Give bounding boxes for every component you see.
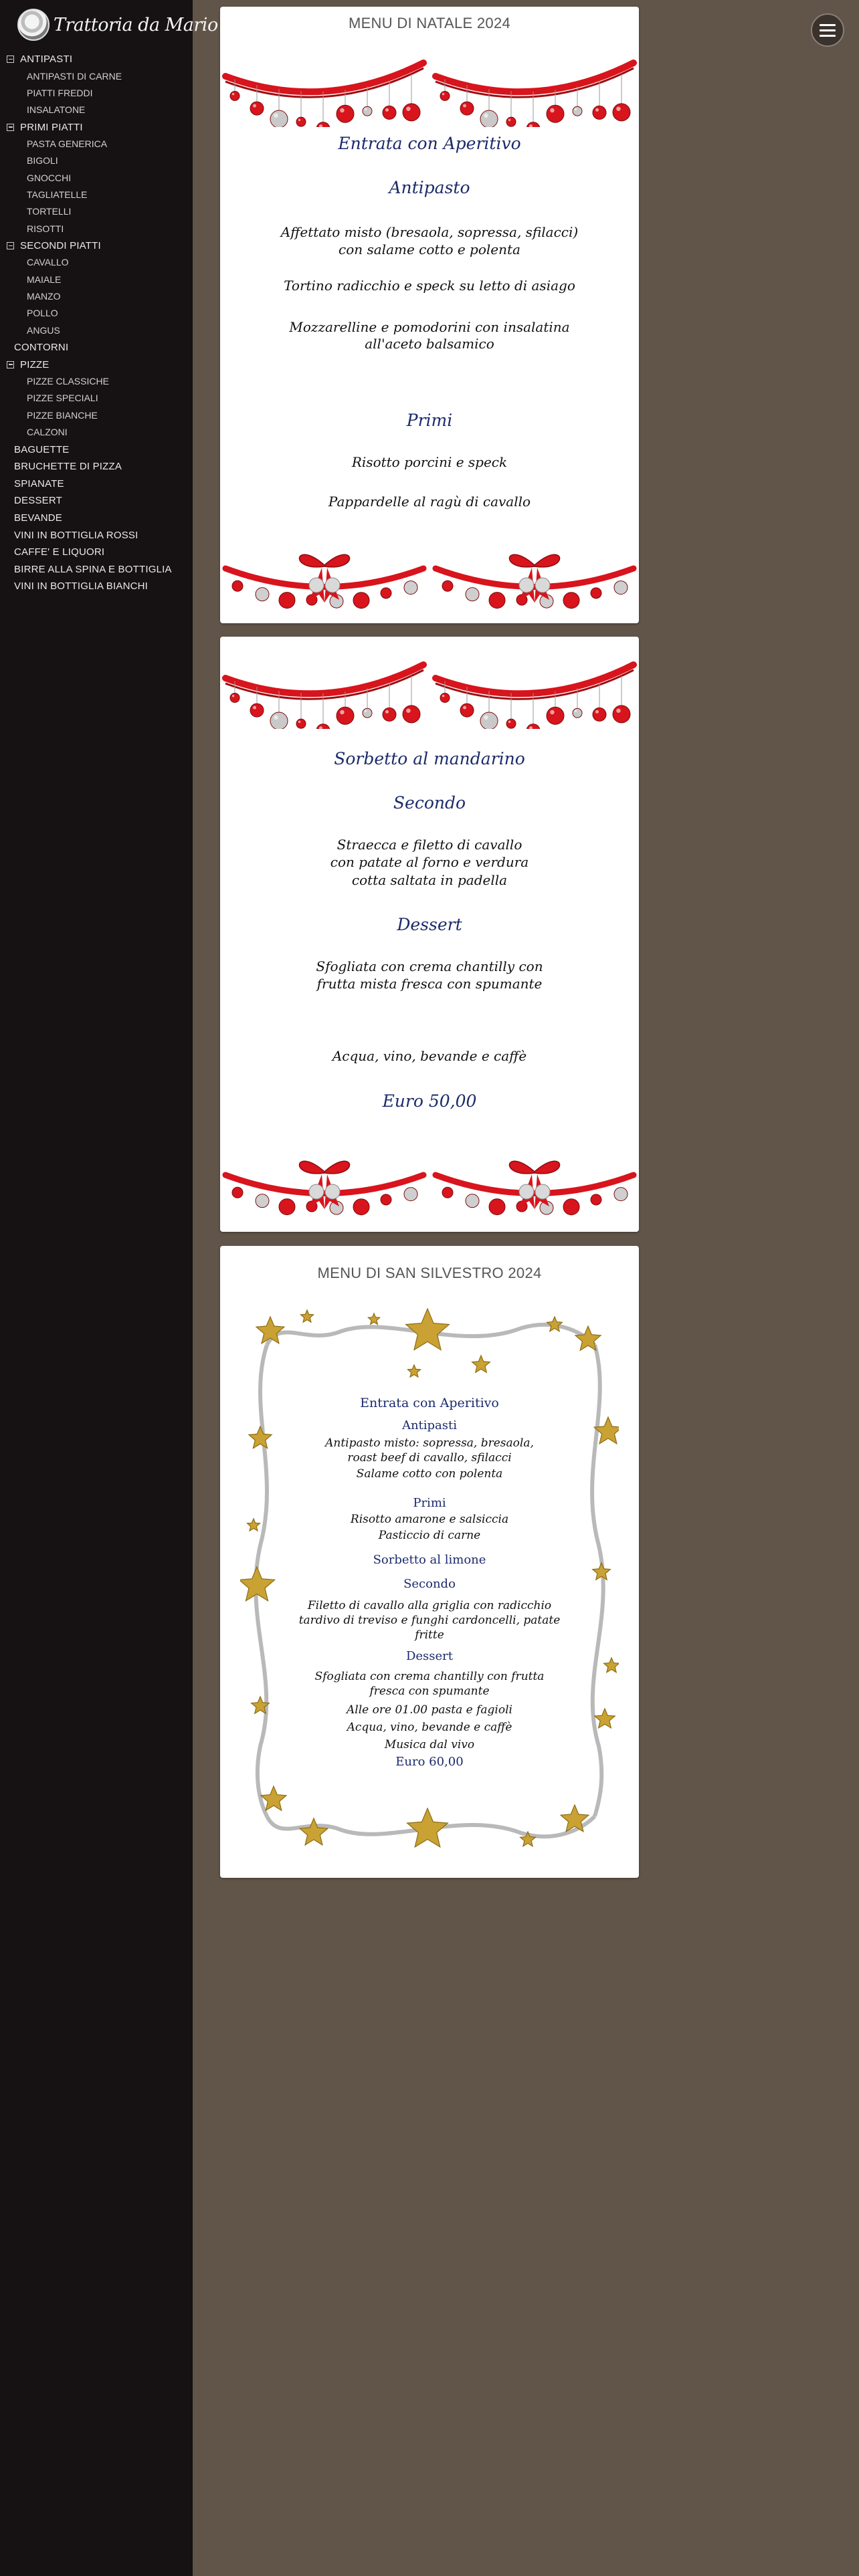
sidebar-category-label: CAFFE' E LIQUORI xyxy=(14,546,105,558)
bow-icon xyxy=(509,554,559,567)
ornament-highlight xyxy=(595,108,599,112)
menu-line-head: Primi xyxy=(406,411,453,430)
ornament-ball-icon xyxy=(363,106,372,116)
sidebar-category[interactable] xyxy=(0,237,193,255)
menu-line-subhead: Primi xyxy=(413,1496,446,1510)
menu-line-item: Salame cotto con polenta xyxy=(356,1467,503,1481)
ornament-ball-icon xyxy=(527,724,540,729)
sidebar-category-label: SPIANATE xyxy=(14,477,64,490)
hamburger-bar xyxy=(820,35,836,37)
ornament-highlight xyxy=(274,114,278,118)
menu-title: MENU DI NATALE 2024 xyxy=(348,15,511,31)
garland-ribbon xyxy=(225,568,423,587)
ornament-ball-icon xyxy=(440,91,450,100)
ornament-highlight xyxy=(442,93,445,96)
gold-star-icon xyxy=(301,1310,314,1322)
ornament-highlight xyxy=(274,716,278,720)
ornament-ball-icon xyxy=(480,110,498,127)
menu-line-item: tardivo di treviso e funghi cardoncelli, patate xyxy=(298,1614,561,1627)
menu-line-item: con salame cotto e polenta xyxy=(339,241,520,257)
sidebar-category[interactable] xyxy=(0,526,193,544)
ornament-highlight xyxy=(298,721,301,724)
menu-line-item: Pasticcio di carne xyxy=(378,1529,481,1542)
sidebar-subitem[interactable]: PIZZE BIANCHE xyxy=(27,409,98,421)
category-menu xyxy=(0,51,193,595)
bell-icon xyxy=(519,1184,534,1199)
menu-line-head: Antipasto xyxy=(389,178,470,197)
menu-line-item: Mozzarelline e pomodorini con insalatina xyxy=(289,319,570,335)
ornament-ball-icon xyxy=(563,1199,579,1215)
hamburger-bar xyxy=(820,29,836,31)
swirl-border xyxy=(592,1345,603,1816)
ornament-ball-icon xyxy=(489,1199,505,1215)
ornament-highlight xyxy=(575,710,577,713)
minus-square-icon[interactable] xyxy=(7,242,14,249)
hamburger-bar xyxy=(820,24,836,26)
sidebar-category-label: DESSERT xyxy=(14,495,62,507)
gold-star-icon xyxy=(595,1709,615,1728)
ornament-ball-icon xyxy=(250,704,264,717)
ornament-highlight xyxy=(298,119,301,122)
sidebar-category-label: BEVANDE xyxy=(14,512,62,524)
menu-natale-page-2 xyxy=(220,637,639,1232)
ornament-ball-icon xyxy=(527,122,540,127)
ornament-ball-icon xyxy=(383,708,396,721)
sidebar-subitem[interactable]: ANTIPASTI DI CARNE xyxy=(27,70,122,82)
ornament-ball-icon xyxy=(316,122,330,127)
ornament-ball-icon xyxy=(337,105,354,122)
menu-line-item: cotta saltata in padella xyxy=(351,872,508,888)
ornament-highlight xyxy=(463,706,466,710)
ornament-ball-icon xyxy=(404,581,417,595)
ornament-ball-icon xyxy=(591,588,601,599)
sidebar-category-label: CONTORNI xyxy=(14,342,69,354)
sidebar-category[interactable] xyxy=(0,475,193,493)
ornament-highlight xyxy=(385,710,389,714)
ornament-ball-icon xyxy=(613,104,630,121)
ornament-ball-icon xyxy=(466,588,479,601)
sidebar-category[interactable] xyxy=(0,339,193,356)
menu-line-item: frutta mista fresca con spumante xyxy=(316,976,543,992)
sidebar-category[interactable] xyxy=(0,51,193,68)
sidebar-category[interactable] xyxy=(0,492,193,510)
gold-star-icon xyxy=(406,1309,450,1350)
brand-name: Trattoria da Mario xyxy=(54,14,218,35)
garland-ribbon xyxy=(436,1175,634,1194)
menu-line-item: all'aceto balsamico xyxy=(365,336,494,352)
ornament-highlight xyxy=(340,108,345,113)
ornament-ball-icon xyxy=(547,105,564,122)
ornament-highlight xyxy=(406,106,411,111)
ornament-ball-icon xyxy=(442,580,453,591)
ornament-ball-icon xyxy=(440,693,450,702)
sidebar-category-label: VINI IN BOTTIGLIA BIANCHI xyxy=(14,580,149,593)
minus-square-icon[interactable] xyxy=(7,56,14,63)
bow-icon xyxy=(299,554,349,567)
sidebar-subitem[interactable]: MANZO xyxy=(27,291,61,302)
gold-star-icon xyxy=(604,1658,619,1673)
menu-line-item: fresca con spumante xyxy=(369,1685,490,1698)
sidebar-category-label: PRIMI PIATTI xyxy=(20,121,83,133)
hamburger-icon[interactable] xyxy=(811,13,844,47)
brand-logo[interactable] xyxy=(17,8,218,41)
chef-face-icon xyxy=(17,9,50,41)
bell-icon xyxy=(535,1184,550,1199)
ornament-ball-icon xyxy=(270,712,288,729)
ornament-ball-icon xyxy=(593,708,606,721)
sidebar-category[interactable] xyxy=(0,441,193,458)
garland-ribbon xyxy=(225,665,423,693)
menu-line-item: Straecca e filetto di cavallo xyxy=(337,837,522,853)
menu-line-head: Secondo xyxy=(393,793,466,813)
menu-line-item: Alle ore 01.00 pasta e fagioli xyxy=(347,1703,512,1717)
menu-line-item: Pappardelle al ragù di cavallo xyxy=(328,494,531,510)
ornament-ball-icon xyxy=(614,1188,628,1201)
sidebar-category[interactable] xyxy=(0,458,193,475)
ornament-highlight xyxy=(575,108,577,111)
menu-line-item: Sfogliata con crema chantilly con frutta xyxy=(314,1670,545,1683)
ornament-ball-icon xyxy=(232,580,243,591)
gold-star-icon xyxy=(561,1805,589,1832)
ornament-highlight xyxy=(550,108,555,113)
ornament-ball-icon xyxy=(381,1194,391,1205)
ornament-ball-icon xyxy=(232,1187,243,1198)
ornament-ball-icon xyxy=(270,110,288,127)
ornament-ball-icon xyxy=(316,724,330,729)
ornament-ball-icon xyxy=(250,102,264,115)
sidebar-subitem[interactable]: INSALATONE xyxy=(27,104,86,116)
sidebar-subitem[interactable]: CAVALLO xyxy=(27,257,69,268)
bell-icon xyxy=(309,578,324,593)
ornament-ball-icon xyxy=(573,106,582,116)
sidebar-category[interactable] xyxy=(0,510,193,527)
ornament-ball-icon xyxy=(573,708,582,718)
sidebar-category[interactable] xyxy=(0,356,193,374)
ornament-ball-icon xyxy=(383,106,396,119)
ornament-ball-icon xyxy=(403,104,420,121)
ornament-ball-icon xyxy=(296,117,306,126)
ornament-ball-icon xyxy=(460,704,474,717)
sidebar-subitem[interactable]: PIZZE CLASSICHE xyxy=(27,376,109,387)
sidebar-subitem[interactable]: POLLO xyxy=(27,308,58,319)
ornament-highlight xyxy=(508,119,511,122)
sidebar-subitem[interactable]: ANGUS xyxy=(27,324,60,336)
ornament-ball-icon xyxy=(547,707,564,724)
ornament-highlight xyxy=(253,706,256,710)
ornament-ball-icon xyxy=(489,593,505,609)
ornament-ball-icon xyxy=(593,106,606,119)
minus-square-icon[interactable] xyxy=(7,124,14,131)
menu-line-item: Antipasto misto: sopressa, bresaola, xyxy=(325,1436,534,1450)
sidebar-category[interactable] xyxy=(0,544,193,561)
sidebar-subitem[interactable]: MAIALE xyxy=(27,274,62,285)
minus-square-icon[interactable] xyxy=(7,361,14,368)
christmas-garland-top xyxy=(220,651,639,729)
sidebar-category-label: ANTIPASTI xyxy=(20,53,73,66)
menu-title: MENU DI SAN SILVESTRO 2024 xyxy=(317,1265,542,1281)
ornament-ball-icon xyxy=(296,719,306,728)
bow-icon xyxy=(509,1161,559,1174)
ornament-ball-icon xyxy=(613,706,630,723)
ornament-ball-icon xyxy=(381,588,391,599)
ornament-highlight xyxy=(385,108,389,112)
menu-line-head: Entrata con Aperitivo xyxy=(360,1396,499,1410)
gold-star-icon xyxy=(408,1365,421,1377)
menu-line-subhead: Dessert xyxy=(405,1649,454,1663)
garland-ribbon xyxy=(436,665,634,693)
sidebar xyxy=(0,0,218,2576)
menu-line-item: fritte xyxy=(415,1628,444,1642)
ornament-highlight xyxy=(550,710,555,715)
ornament-ball-icon xyxy=(256,1194,269,1208)
gold-star-icon xyxy=(472,1356,490,1372)
ornament-highlight xyxy=(232,695,235,697)
bell-icon xyxy=(325,1184,340,1199)
sidebar-category[interactable] xyxy=(0,560,193,578)
ornament-ball-icon xyxy=(591,1194,601,1205)
ornament-ball-icon xyxy=(279,1199,295,1215)
menu-line-subhead: Antipasti xyxy=(401,1418,458,1432)
ornament-highlight xyxy=(616,708,621,713)
ornament-highlight xyxy=(365,108,367,111)
ornament-ball-icon xyxy=(506,719,516,728)
ornament-ball-icon xyxy=(466,1194,479,1208)
ornament-highlight xyxy=(253,104,256,108)
ornament-highlight xyxy=(442,695,445,697)
ornament-ball-icon xyxy=(363,708,372,718)
menu-line-item: Risotto amarone e salsiccia xyxy=(350,1513,509,1526)
sidebar-category-label: PIZZE xyxy=(20,358,50,370)
garland-ribbon xyxy=(225,1175,423,1194)
menu-line-item: Tortino radicchio e speck su letto di asiago xyxy=(284,278,575,294)
menu-line-item: Musica dal vivo xyxy=(384,1738,475,1751)
sidebar-subitem[interactable]: TAGLIATELLE xyxy=(27,189,88,200)
sidebar-subitem[interactable]: BIGOLI xyxy=(27,155,58,167)
ornament-ball-icon xyxy=(614,581,628,595)
christmas-garland-top xyxy=(220,49,639,127)
ornament-ball-icon xyxy=(460,102,474,115)
sidebar-subitem[interactable]: GNOCCHI xyxy=(27,172,72,183)
menu-line-head: Dessert xyxy=(397,915,462,934)
ornament-ball-icon xyxy=(563,593,579,609)
ornament-highlight xyxy=(232,93,235,96)
gold-star-icon xyxy=(300,1818,328,1845)
menu-line-item: Acqua, vino, bevande e caffè xyxy=(332,1048,527,1064)
garland-ribbon xyxy=(436,568,634,587)
sidebar-category-label: BIRRE ALLA SPINA E BOTTIGLIA xyxy=(14,563,172,575)
menu-line-item: roast beef di cavallo, sfilacci xyxy=(347,1451,512,1465)
ornament-ball-icon xyxy=(353,1199,369,1215)
sidebar-subitem[interactable]: TORTELLI xyxy=(27,206,72,217)
ornament-ball-icon xyxy=(230,693,240,702)
ornament-ball-icon xyxy=(403,706,420,723)
sidebar-subitem[interactable]: PIATTI FREDDI xyxy=(27,87,93,98)
sidebar-subitem[interactable]: PIZZE SPECIALI xyxy=(27,393,98,404)
menu-natale-page-1 xyxy=(220,7,639,623)
ornament-highlight xyxy=(616,106,621,111)
sidebar-category-label: SECONDI PIATTI xyxy=(20,240,101,252)
ornament-ball-icon xyxy=(480,712,498,729)
sidebar-subitem[interactable]: RISOTTI xyxy=(27,223,64,234)
sidebar-category-label: BRUCHETTE DI PIZZA xyxy=(14,461,122,473)
christmas-garland-bottom xyxy=(220,1145,639,1224)
menu-line-item: con patate al forno e verdura xyxy=(330,854,529,870)
garland-ribbon xyxy=(225,63,423,92)
menu-line-head: Euro 50,00 xyxy=(382,1091,477,1111)
bell-icon xyxy=(519,578,534,593)
ornament-ball-icon xyxy=(230,91,240,100)
ornament-ball-icon xyxy=(442,1187,453,1198)
bell-icon xyxy=(325,578,340,593)
ornament-highlight xyxy=(484,716,488,720)
ornament-highlight xyxy=(406,708,411,713)
menu-line-subhead: Euro 60,00 xyxy=(395,1755,464,1769)
sidebar-category[interactable] xyxy=(0,118,193,136)
menu-line-head: Sorbetto al mandarino xyxy=(334,749,525,768)
bell-icon xyxy=(309,1184,324,1199)
gold-star-icon xyxy=(249,1426,272,1448)
ornament-highlight xyxy=(340,710,345,715)
menu-line-subhead: Sorbetto al limone xyxy=(373,1553,486,1567)
menu-line-item: Risotto porcini e speck xyxy=(351,454,508,470)
ornament-ball-icon xyxy=(404,1188,417,1201)
menu-line-item: Filetto di cavallo alla griglia con radicchio xyxy=(307,1599,552,1612)
ornament-ball-icon xyxy=(353,593,369,609)
ornament-ball-icon xyxy=(256,588,269,601)
ornament-highlight xyxy=(508,721,511,724)
menu-line-subhead: Secondo xyxy=(403,1577,456,1591)
sidebar-category-label: BAGUETTE xyxy=(14,443,70,455)
ornament-highlight xyxy=(484,114,488,118)
christmas-garland-bottom xyxy=(220,538,639,617)
gold-star-icon xyxy=(368,1313,379,1324)
sidebar-category-label: VINI IN BOTTIGLIA ROSSI xyxy=(14,529,138,541)
gold-star-icon xyxy=(547,1317,563,1331)
menu-san-silvestro xyxy=(220,1246,639,1878)
sidebar-category[interactable] xyxy=(0,578,193,595)
gold-star-icon xyxy=(407,1808,448,1847)
sidebar-subitem[interactable]: PASTA GENERICA xyxy=(27,138,108,150)
ornament-ball-icon xyxy=(337,707,354,724)
garland-ribbon xyxy=(436,63,634,92)
ornament-highlight xyxy=(365,710,367,713)
gold-star-icon xyxy=(248,1519,260,1531)
ornament-ball-icon xyxy=(506,117,516,126)
menu-line-item: Acqua, vino, bevande e caffè xyxy=(347,1721,512,1734)
menu-line-head: Entrata con Aperitivo xyxy=(338,134,521,153)
ornament-highlight xyxy=(463,104,466,108)
menu-line-item: Sfogliata con crema chantilly con xyxy=(316,958,543,974)
ornament-highlight xyxy=(595,710,599,714)
bow-icon xyxy=(299,1161,349,1174)
ornament-ball-icon xyxy=(279,593,295,609)
bell-icon xyxy=(535,578,550,593)
sidebar-subitem[interactable]: CALZONI xyxy=(27,427,68,438)
menu-line-item: Affettato misto (bresaola, sopressa, sfilacci) xyxy=(280,224,579,240)
